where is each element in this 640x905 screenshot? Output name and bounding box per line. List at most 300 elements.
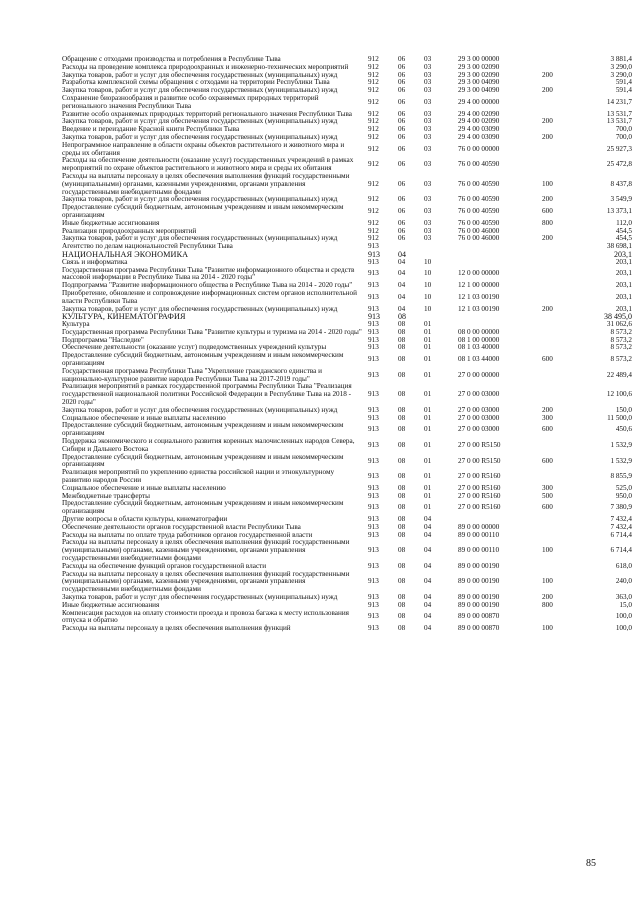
expense-type-code	[538, 563, 576, 571]
expense-type-code	[538, 142, 576, 158]
section-code: 06	[398, 226, 406, 235]
section-code: 08	[398, 355, 406, 364]
amount: 8 573,2	[610, 335, 632, 344]
row-name: Расходы на обеспечение деятельности (оказание услуг) государственных учреждений в рамках мероприятий по охране объектов растительного и животного мира и среды их обитания	[62, 156, 354, 173]
subsection-code: 03	[424, 86, 432, 95]
grbs-code: 913	[368, 320, 379, 329]
subsection-code	[418, 243, 446, 251]
budget-table-body	[62, 56, 632, 633]
row-name: КУЛЬТУРА, КИНЕМАТОГРАФИЯ	[62, 312, 186, 322]
amount: 454,5	[615, 226, 632, 235]
section-code: 08	[398, 327, 406, 336]
expense-type-code	[538, 243, 576, 251]
grbs-code: 912	[368, 109, 379, 118]
target-article-code: 27 0 00 03000	[458, 425, 500, 434]
section-code: 08	[398, 472, 406, 481]
target-article-code: 08 1 03 44000	[458, 355, 500, 364]
amount: 112,0	[616, 218, 632, 227]
target-article-code: 27 0 00 03000	[458, 405, 500, 414]
expense-type-code: 300	[542, 483, 553, 492]
grbs-code: 913	[368, 249, 380, 259]
grbs-code: 912	[368, 125, 379, 134]
subsection-code: 03	[424, 78, 432, 87]
amount: 618,0	[615, 561, 632, 570]
amount: 203,1	[615, 304, 632, 313]
subsection-code: 01	[424, 503, 432, 512]
subsection-code: 03	[424, 144, 432, 153]
target-article-code: 29 3 00 04090	[458, 86, 500, 95]
target-article-code: 76 0 00 00000	[458, 144, 500, 153]
section-code: 08	[398, 390, 406, 399]
target-article-code	[446, 251, 538, 259]
target-article-code: 89 0 00 00190	[458, 600, 500, 609]
amount: 100,0	[615, 612, 632, 621]
grbs-code: 913	[368, 413, 379, 422]
amount: 8 855,9	[610, 472, 632, 481]
subsection-code: 10	[424, 257, 432, 266]
target-article-code: 76 0 00 40590	[458, 160, 500, 169]
row-name: Иные бюджетные ассигнования	[62, 218, 160, 227]
amount: 3 881,4	[610, 55, 632, 63]
expense-type-code: 500	[542, 491, 553, 500]
subsection-code: 03	[424, 62, 432, 71]
section-code: 08	[398, 440, 406, 449]
target-article-code: 27 0 00 R5160	[458, 483, 501, 492]
subsection-code: 04	[424, 530, 432, 539]
row-name: Обеспечение деятельности органов государственной власти Республики Тыва	[62, 522, 301, 531]
grbs-code: 913	[368, 577, 379, 586]
target-article-code: 29 3 00 04090	[458, 78, 500, 87]
target-article-code: 29 3 00 02090	[458, 62, 500, 71]
subsection-code	[418, 313, 446, 321]
subsection-code: 01	[424, 327, 432, 336]
amount: 25 927,3	[606, 144, 632, 153]
expense-type-code	[538, 321, 576, 329]
expense-type-code: 200	[542, 70, 553, 79]
expense-type-code: 600	[542, 503, 553, 512]
grbs-code: 913	[368, 343, 379, 352]
subsection-code: 03	[424, 207, 432, 216]
table-row	[62, 329, 632, 337]
target-article-code: 12 1 03 00190	[458, 304, 500, 313]
amount: 31 062,6	[606, 320, 632, 329]
target-article-code: 89 0 00 00870	[458, 624, 500, 633]
subsection-code: 01	[424, 472, 432, 481]
expense-type-code: 800	[542, 600, 553, 609]
subsection-code: 01	[424, 440, 432, 449]
grbs-code: 913	[368, 522, 379, 531]
row-name: Иные бюджетные ассигнования	[62, 600, 160, 609]
row-name: Социальное обеспечение и иные выплаты населению	[62, 483, 226, 492]
row-name: Расходы на проведение комплекса природоохранных и инженерно-технических мероприятий	[62, 62, 349, 71]
section-code: 08	[398, 561, 406, 570]
subsection-code: 01	[424, 405, 432, 414]
subsection-code: 01	[424, 483, 432, 492]
grbs-code: 912	[368, 179, 379, 188]
subsection-code: 01	[424, 343, 432, 352]
row-name: Закупка товаров, работ и услуг для обеспечения государственных (муниципальных) нужд	[62, 117, 338, 126]
target-article-code: 12 0 00 00000	[458, 269, 500, 278]
subsection-code: 10	[424, 304, 432, 313]
row-name: Предоставление субсидий бюджетным, автономным учреждениям и иным некоммерческим организациям	[62, 499, 344, 516]
target-article-code: 12 1 03 00190	[458, 292, 500, 301]
amount: 7 432,4	[610, 515, 632, 524]
target-article-code: 76 0 00 40590	[458, 179, 500, 188]
row-name: Поддержка экономического и социального развития коренных малочисленных народов Севера, Сибири и Дальнего Востока	[62, 437, 355, 453]
amount: 700,0	[615, 132, 632, 141]
target-article-code: 29 4 00 00000	[458, 97, 500, 106]
grbs-code: 913	[368, 242, 379, 251]
subsection-code: 10	[424, 281, 432, 290]
section-code: 08	[398, 546, 406, 555]
target-article-code: 89 0 00 00110	[458, 546, 500, 555]
target-article-code: 12 1 00 00000	[458, 281, 500, 290]
expense-type-code: 200	[542, 86, 553, 95]
amount: 203,1	[614, 249, 632, 259]
expense-type-code	[538, 56, 576, 64]
row-name: Социальное обеспечение и иные выплаты населению	[62, 413, 226, 422]
row-name: Агентство по делам национальностей Республики Тыва	[62, 242, 233, 251]
section-code: 08	[398, 592, 406, 601]
table-row	[62, 625, 632, 633]
grbs-code: 912	[368, 207, 379, 216]
target-article-code: 29 4 00 02090	[458, 117, 500, 126]
table-row	[62, 157, 632, 173]
expense-type-code	[538, 337, 576, 345]
target-article-code: 27 0 00 R5160	[458, 491, 501, 500]
row-name: Государственная программа Республики Тыва "Развитие информационного общества и средств массовой информации в Республике Тыва на 2014 - 2020 годы"	[62, 265, 355, 282]
row-name: Обращение с отходами производства и потребления в Республике Тыва	[62, 55, 281, 63]
grbs-code: 913	[368, 335, 379, 344]
amount: 525,0	[615, 483, 632, 492]
section-code: 08	[398, 600, 406, 609]
subsection-code: 03	[424, 109, 432, 118]
amount: 8 573,2	[610, 343, 632, 352]
grbs-code: 913	[368, 592, 379, 601]
amount: 450,6	[615, 425, 632, 434]
target-article-code: 08 1 00 00000	[458, 335, 500, 344]
table-row	[62, 267, 632, 283]
section-code: 06	[398, 62, 406, 71]
expense-type-code	[538, 290, 576, 306]
expense-type-code: 600	[542, 355, 553, 364]
target-article-code: 89 0 00 00190	[458, 592, 500, 601]
expense-type-code	[538, 532, 576, 540]
amount: 100,0	[615, 624, 632, 633]
row-name: Закупка товаров, работ и услуг для обеспечения государственных (муниципальных) нужд	[62, 132, 338, 141]
table-row	[62, 438, 632, 454]
subsection-code: 03	[424, 226, 432, 235]
section-code: 08	[398, 503, 406, 512]
expense-type-code: 600	[542, 207, 553, 216]
section-code: 06	[398, 218, 406, 227]
target-article-code: 27 0 00 R5150	[458, 456, 501, 465]
grbs-code: 912	[368, 55, 379, 63]
amount: 1 532,9	[610, 440, 632, 449]
target-article-code: 27 0 00 03000	[458, 390, 500, 399]
row-name: Приобретение, обновление и сопровождение информационных систем органов исполнительной власти Республики Тыва	[62, 288, 357, 305]
grbs-code: 913	[368, 472, 379, 481]
row-name: Обеспечение деятельности (оказание услуг) подведомственных учреждений культуры	[62, 343, 327, 352]
target-article-code: 27 0 00 R5160	[458, 503, 501, 512]
target-article-code	[446, 313, 538, 321]
row-name: Непрограммное направление в области охраны объектов растительного и животного мира и среды их обитания	[62, 140, 345, 157]
subsection-code: 10	[424, 269, 432, 278]
section-code: 06	[398, 132, 406, 141]
grbs-code: 913	[368, 624, 379, 633]
grbs-code: 913	[368, 425, 379, 434]
row-name: Расходы на выплаты персоналу в целях обеспечения выполнения функций	[62, 624, 291, 633]
grbs-code: 912	[368, 70, 379, 79]
row-name: Связь и информатика	[62, 257, 128, 266]
amount: 203,1	[615, 269, 632, 278]
expense-type-code: 600	[542, 425, 553, 434]
grbs-code: 912	[368, 234, 379, 243]
section-code: 08	[398, 624, 406, 633]
section-code: 06	[398, 125, 406, 134]
section-code: 08	[398, 343, 406, 352]
table-row	[62, 204, 632, 220]
section-code: 06	[398, 179, 406, 188]
grbs-code: 912	[368, 160, 379, 169]
section-code: 06	[398, 70, 406, 79]
section-code: 08	[398, 456, 406, 465]
target-article-code: 89 0 00 00190	[458, 561, 500, 570]
amount: 1 532,9	[610, 456, 632, 465]
table-row	[62, 313, 632, 321]
row-name: Расходы на выплаты персоналу в целях обеспечения выполнения функций государственными (муниципальными) органами, казенными учреждениями, органами управления государственными внебюджетными фондами	[62, 538, 350, 562]
expense-type-code	[538, 95, 576, 111]
expense-type-code	[538, 251, 576, 259]
row-name: НАЦИОНАЛЬНАЯ ЭКОНОМИКА	[62, 249, 189, 259]
amount: 203,1	[615, 281, 632, 290]
section-code: 08	[398, 612, 406, 621]
row-name: Подпрограмма "Развитие информационного общества в Республике Тыва на 2014 - 2020 годы"	[62, 281, 353, 290]
expense-type-code	[538, 524, 576, 532]
amount: 203,1	[615, 292, 632, 301]
target-article-code	[446, 243, 538, 251]
section-code: 06	[398, 117, 406, 126]
subsection-code	[418, 251, 446, 259]
subsection-code: 04	[424, 624, 432, 633]
subsection-code: 10	[424, 292, 432, 301]
subsection-code: 01	[424, 413, 432, 422]
target-article-code: 76 0 00 40590	[458, 207, 500, 216]
section-code: 08	[398, 483, 406, 492]
table-row	[62, 500, 632, 516]
grbs-code: 913	[368, 327, 379, 336]
grbs-code: 912	[368, 144, 379, 153]
section-code: 06	[398, 234, 406, 243]
amount: 3 290,0	[610, 70, 632, 79]
amount: 203,1	[615, 257, 632, 266]
amount: 7 432,4	[610, 522, 632, 531]
grbs-code: 913	[368, 355, 379, 364]
grbs-code: 913	[368, 312, 380, 322]
amount: 6 714,4	[610, 530, 632, 539]
row-name: Расходы на выплаты персоналу в целях обеспечения выполнения функций государственными (муниципальными) органами, казенными учреждениями, органами управления государственными внебюджетными фондами	[62, 569, 350, 594]
row-name: Разработка комплексной схемы обращения с отходами на территории Республики Тыва	[62, 78, 330, 87]
row-name: Реализация мероприятий по укреплению единства российской нации и этнокультурному развитию народов России	[62, 468, 335, 485]
grbs-code: 913	[368, 600, 379, 609]
row-name: Закупка товаров, работ и услуг для обеспечения государственных (муниципальных) нужд	[62, 234, 338, 243]
grbs-code: 912	[368, 132, 379, 141]
table-row	[62, 422, 632, 438]
grbs-code: 912	[368, 62, 379, 71]
section-code: 04	[398, 292, 406, 301]
row-name: Расходы на выплаты по оплате труда работников органов государственной власти	[62, 530, 313, 539]
table-row	[62, 383, 632, 406]
subsection-code: 03	[424, 160, 432, 169]
amount: 591,4	[615, 86, 632, 95]
expense-type-code: 200	[542, 117, 553, 126]
section-code: 06	[398, 78, 406, 87]
amount: 13 373,1	[606, 207, 632, 216]
target-article-code: 27 0 00 00000	[458, 370, 500, 379]
row-name: Расходы на обеспечение функций органов государственной власти	[62, 561, 267, 570]
subsection-code: 01	[424, 355, 432, 364]
subsection-code: 03	[424, 195, 432, 204]
grbs-code: 913	[368, 370, 379, 379]
amount: 8 437,8	[610, 179, 632, 188]
grbs-code: 913	[368, 257, 379, 266]
section-code: 06	[398, 160, 406, 169]
section-code: 06	[398, 207, 406, 216]
grbs-code: 913	[368, 546, 379, 555]
amount: 38 495,0	[604, 312, 632, 322]
target-article-code: 29 4 00 03090	[458, 132, 500, 141]
target-article-code: 76 0 00 40590	[458, 195, 500, 204]
expense-type-code: 200	[542, 304, 553, 313]
section-code: 06	[398, 195, 406, 204]
subsection-code: 04	[424, 600, 432, 609]
expense-type-code	[538, 516, 576, 524]
expense-type-code	[538, 469, 576, 485]
grbs-code: 913	[368, 390, 379, 399]
row-name: Закупка товаров, работ и услуг для обеспечения государственных (муниципальных) нужд	[62, 592, 338, 601]
expense-type-code: 100	[542, 624, 553, 633]
section-code: 08	[398, 425, 406, 434]
target-article-code: 76 0 00 46000	[458, 234, 500, 243]
row-name: Реализация мероприятий в рамках государственной программы Республики Тыва "Реализация государственной национальной политики Российской Федерации в Республике Тыва на 2018 - 2020 годы"	[62, 382, 352, 407]
target-article-code	[446, 259, 538, 267]
section-code: 08	[398, 413, 406, 422]
amount: 25 472,8	[606, 160, 632, 169]
expense-type-code	[538, 438, 576, 454]
expense-type-code	[538, 157, 576, 173]
grbs-code: 912	[368, 117, 379, 126]
row-name: Предоставление субсидий бюджетным, автономным учреждениям и иным некоммерческим организациям	[62, 421, 344, 438]
expense-type-code	[538, 259, 576, 267]
table-row	[62, 251, 632, 259]
grbs-code: 913	[368, 405, 379, 414]
section-code: 08	[398, 522, 406, 531]
target-article-code: 89 0 00 00870	[458, 612, 500, 621]
subsection-code: 04	[424, 592, 432, 601]
grbs-code: 913	[368, 440, 379, 449]
row-name: Закупка товаров, работ и услуг для обеспечения государственных (муниципальных) нужд	[62, 405, 338, 414]
section-code: 08	[398, 320, 406, 329]
budget-table-page	[62, 55, 632, 633]
subsection-code: 01	[424, 456, 432, 465]
subsection-code: 03	[424, 218, 432, 227]
subsection-code: 01	[424, 320, 432, 329]
target-article-code: 29 4 00 03090	[458, 125, 500, 134]
amount: 7 380,9	[610, 503, 632, 512]
section-code: 08	[398, 335, 406, 344]
table-row	[62, 454, 632, 470]
grbs-code: 912	[368, 97, 379, 106]
target-article-code: 08 1 03 40000	[458, 343, 500, 352]
section-code: 06	[398, 86, 406, 95]
subsection-code: 03	[424, 117, 432, 126]
section-code: 06	[398, 97, 406, 106]
expense-type-code: 200	[542, 195, 553, 204]
target-article-code: 76 0 00 46000	[458, 226, 500, 235]
row-name: Закупка товаров, работ и услуг для обеспечения государственных (муниципальных) нужд	[62, 195, 338, 204]
table-row	[62, 142, 632, 158]
amount: 8 573,2	[610, 327, 632, 336]
table-row	[62, 95, 632, 111]
amount: 950,0	[615, 491, 632, 500]
target-article-code: 89 0 00 00000	[458, 522, 500, 531]
section-code: 04	[398, 257, 406, 266]
amount: 8 573,2	[610, 355, 632, 364]
subsection-code: 03	[424, 55, 432, 63]
budget-table	[62, 56, 632, 633]
table-row	[62, 290, 632, 306]
target-article-code: 29 3 00 02090	[458, 70, 500, 79]
row-name: Государственная программа Республики Тыва "Укрепление гражданского единства и национально-культурное развитие народов Республики Тыва на 2017-2019 годы"	[62, 366, 322, 383]
section-code: 06	[398, 144, 406, 153]
section-code: 08	[398, 405, 406, 414]
table-row	[62, 368, 632, 384]
row-name: Предоставление субсидий бюджетным, автономным учреждениям и иным некоммерческим организациям	[62, 351, 344, 368]
subsection-code: 03	[424, 97, 432, 106]
row-name: Введение и переиздание Красной книги Республики Тыва	[62, 125, 240, 134]
subsection-code: 03	[424, 234, 432, 243]
subsection-code: 04	[424, 577, 432, 586]
expense-type-code: 300	[542, 413, 553, 422]
amount: 454,5	[615, 234, 632, 243]
row-name: Подпрограмма "Наследие"	[62, 335, 144, 344]
section-code: 08	[398, 370, 406, 379]
target-article-code: 89 0 00 00110	[458, 530, 500, 539]
grbs-code: 913	[368, 515, 379, 524]
row-name: Расходы на выплаты персоналу в целях обеспечения выполнения функций государственными (муниципальными) органами, казенными учреждениями, органами управления государственными внебюджетными фондами	[62, 171, 350, 196]
amount: 3 290,0	[610, 62, 632, 71]
target-article-code: 27 0 00 R5160	[458, 472, 501, 481]
target-article-code: 89 0 00 00190	[458, 577, 500, 586]
section-code: 06	[398, 109, 406, 118]
amount: 13 531,7	[606, 117, 632, 126]
subsection-code: 03	[424, 125, 432, 134]
row-name: Закупка товаров, работ и услуг для обеспечения государственных (муниципальных) нужд	[62, 86, 338, 95]
row-name: Государственная программа Республики Тыва "Развитие культуры и туризма на 2014 - 2020 годы"	[62, 327, 362, 336]
expense-type-code	[538, 344, 576, 352]
table-row	[62, 610, 632, 626]
amount: 13 531,7	[606, 109, 632, 118]
expense-type-code	[538, 267, 576, 283]
amount: 150,0	[615, 405, 632, 414]
subsection-code: 01	[424, 390, 432, 399]
row-name: Развитие особо охраняемых природных территорий регионального значения Республики Тыва	[62, 109, 352, 118]
expense-type-code	[538, 383, 576, 406]
row-name: Закупка товаров, работ и услуг для обеспечения государственных (муниципальных) нужд	[62, 70, 338, 79]
grbs-code: 913	[368, 491, 379, 500]
expense-type-code: 200	[542, 132, 553, 141]
subsection-code: 01	[424, 425, 432, 434]
